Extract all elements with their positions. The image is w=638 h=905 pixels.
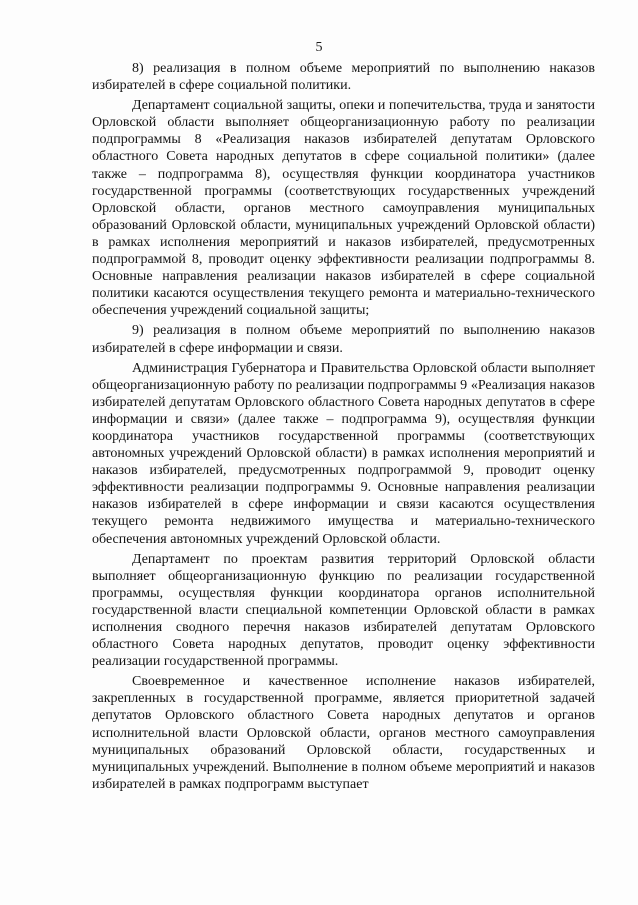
paragraph-administration: Администрация Губернатора и Правительства Орловской области выполняет общеорганизационную работу по реализации подпрограммы 9 «Реализация наказов избирателей депутатам Орловского областного Совета народных депутатов в сфере информации и связи» (далее также – подпрограмма 9), осуществляя функции координатора участников государственной программы (соответствующих автономных учреждений Орловской области) в рамках исполнения мероприятий и наказов избирателей, предусмотренных подпрограммой 9, проводит оценку эффективности реализации подпрограммы 9. Основные направления реализации наказов избирателей в сфере информации и связи касаются осуществления текущего ремонта недвижимого имущества и материально-технического обеспечения автономных учреждений Орловской области. <box>92 360 595 547</box>
document-body <box>92 60 595 796</box>
page-number: 5 <box>315 40 323 55</box>
paragraph-department-projects: Департамент по проектам развития территорий Орловской области выполняет общеорганизационную функцию по реализации государственной программы, осуществляя функции координатора органов исполнительной государственной власти специальной компетенции Орловской области в рамках исполнения сводного перечня наказов избирателей депутатам Орловского областного Совета народных депутатов, проводит оценку эффективности реализации государственной программы. <box>92 551 595 670</box>
paragraph-item-8: 8) реализация в полном объеме мероприятий по выполнению наказов избирателей в сфере социальной политики. <box>92 61 595 94</box>
paragraph-timely-execution: Своевременное и качественное исполнение наказов избирателей, закрепленных в государственной программе, является приоритетной задачей депутатов Орловского областного Совета народных депутатов и органов исполнительной власти Орловской области, органов местного самоуправления муниципальных образований Орловской области, государственных и муниципальных учреждений. Выполнение в полном объеме мероприятий и наказов избирателей в рамках подпрограмм выступает <box>92 674 595 792</box>
paragraph-department-social: Департамент социальной защиты, опеки и попечительства, труда и занятости Орловской области выполняет общеорганизационную работу по реализации подпрограммы 8 «Реализация наказов избирателей депутатам Орловского областного Совета народных депутатов в сфере социальной политики» (далее также – подпрограмма 8), осуществляя функции координатора участников государственной программы (соответствующих государственных учреждений Орловской области, органов местного самоуправления муниципальных образований Орловской области, муниципальных учреждений Орловской области) в рамках исполнения мероприятий и наказов избирателей, предусмотренных подпрограммой 8, проводит оценку эффективности реализации подпрограммы 8. Основные направления реализации наказов избирателей в сфере социальной политики касаются осуществления текущего ремонта и материально-технического обеспечения учреждений социальной защиты; <box>92 98 595 319</box>
paragraph-item-9: 9) реализация в полном объеме мероприятий по выполнению наказов избирателей в сфере информации и связи. <box>92 323 595 356</box>
